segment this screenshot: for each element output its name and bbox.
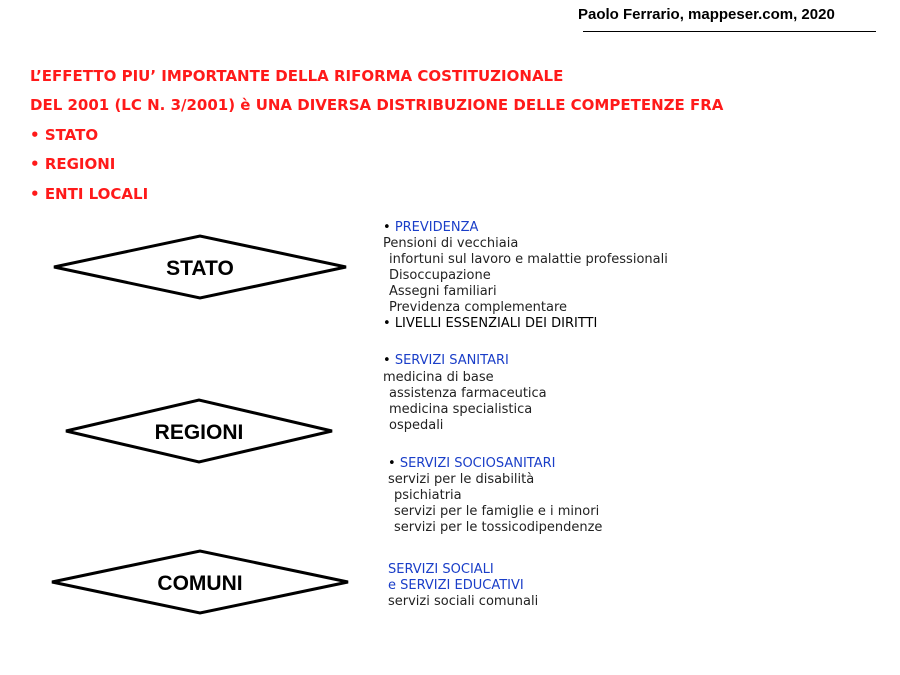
sociosanitari-item: servizi per le tossicodipendenze (394, 520, 603, 535)
header-line-1: L’EFFETTO PIU’ IMPORTANTE DELLA RIFORMA COSTITUZIONALE (30, 67, 564, 85)
sociosanitari-item: psichiatria (394, 488, 462, 503)
comuni-heading-1: SERVIZI SOCIALI (388, 562, 494, 577)
stato-item: Previdenza complementare (389, 300, 568, 315)
regioni-diamond-label: REGIONI (154, 421, 244, 444)
stato-diamond-label: STATO (166, 257, 234, 280)
sanitari-item: ospedali (389, 418, 444, 433)
header-bullet-stato: • STATO (30, 126, 98, 144)
stato-item: Assegni familiari (389, 284, 497, 299)
comuni-diamond-label: COMUNI (157, 572, 243, 595)
header-bullet-enti-locali: • ENTI LOCALI (30, 185, 148, 203)
header-bullet-regioni: • REGIONI (30, 155, 115, 173)
sociosanitari-item: servizi per le famiglie e i minori (394, 504, 600, 519)
sanitari-item: medicina di base (383, 370, 494, 385)
author-credit: Paolo Ferrario, mappeser.com, 2020 (578, 6, 835, 23)
stato-livelli-essenziali: • LIVELLI ESSENZIALI DEI DIRITTI (383, 316, 597, 332)
stato-item: Disoccupazione (389, 268, 491, 283)
sociosanitari-heading: • SERVIZI SOCIOSANITARI (388, 456, 555, 472)
sanitari-item: assistenza farmaceutica (389, 386, 547, 401)
sanitari-heading: • SERVIZI SANITARI (383, 353, 509, 369)
header-line-2: DEL 2001 (LC N. 3/2001) è UNA DIVERSA DISTRIBUZIONE DELLE COMPETENZE FRA (30, 96, 724, 114)
sociosanitari-item: servizi per le disabilità (388, 472, 535, 487)
stato-heading-previdenza: • PREVIDENZA (383, 220, 478, 236)
stato-item: infortuni sul lavoro e malattie professionali (389, 252, 668, 267)
sanitari-item: medicina specialistica (389, 402, 533, 417)
comuni-item: servizi sociali comunali (388, 594, 539, 609)
stato-item: Pensioni di vecchiaia (383, 236, 519, 251)
comuni-heading-2: e SERVIZI EDUCATIVI (388, 578, 524, 593)
